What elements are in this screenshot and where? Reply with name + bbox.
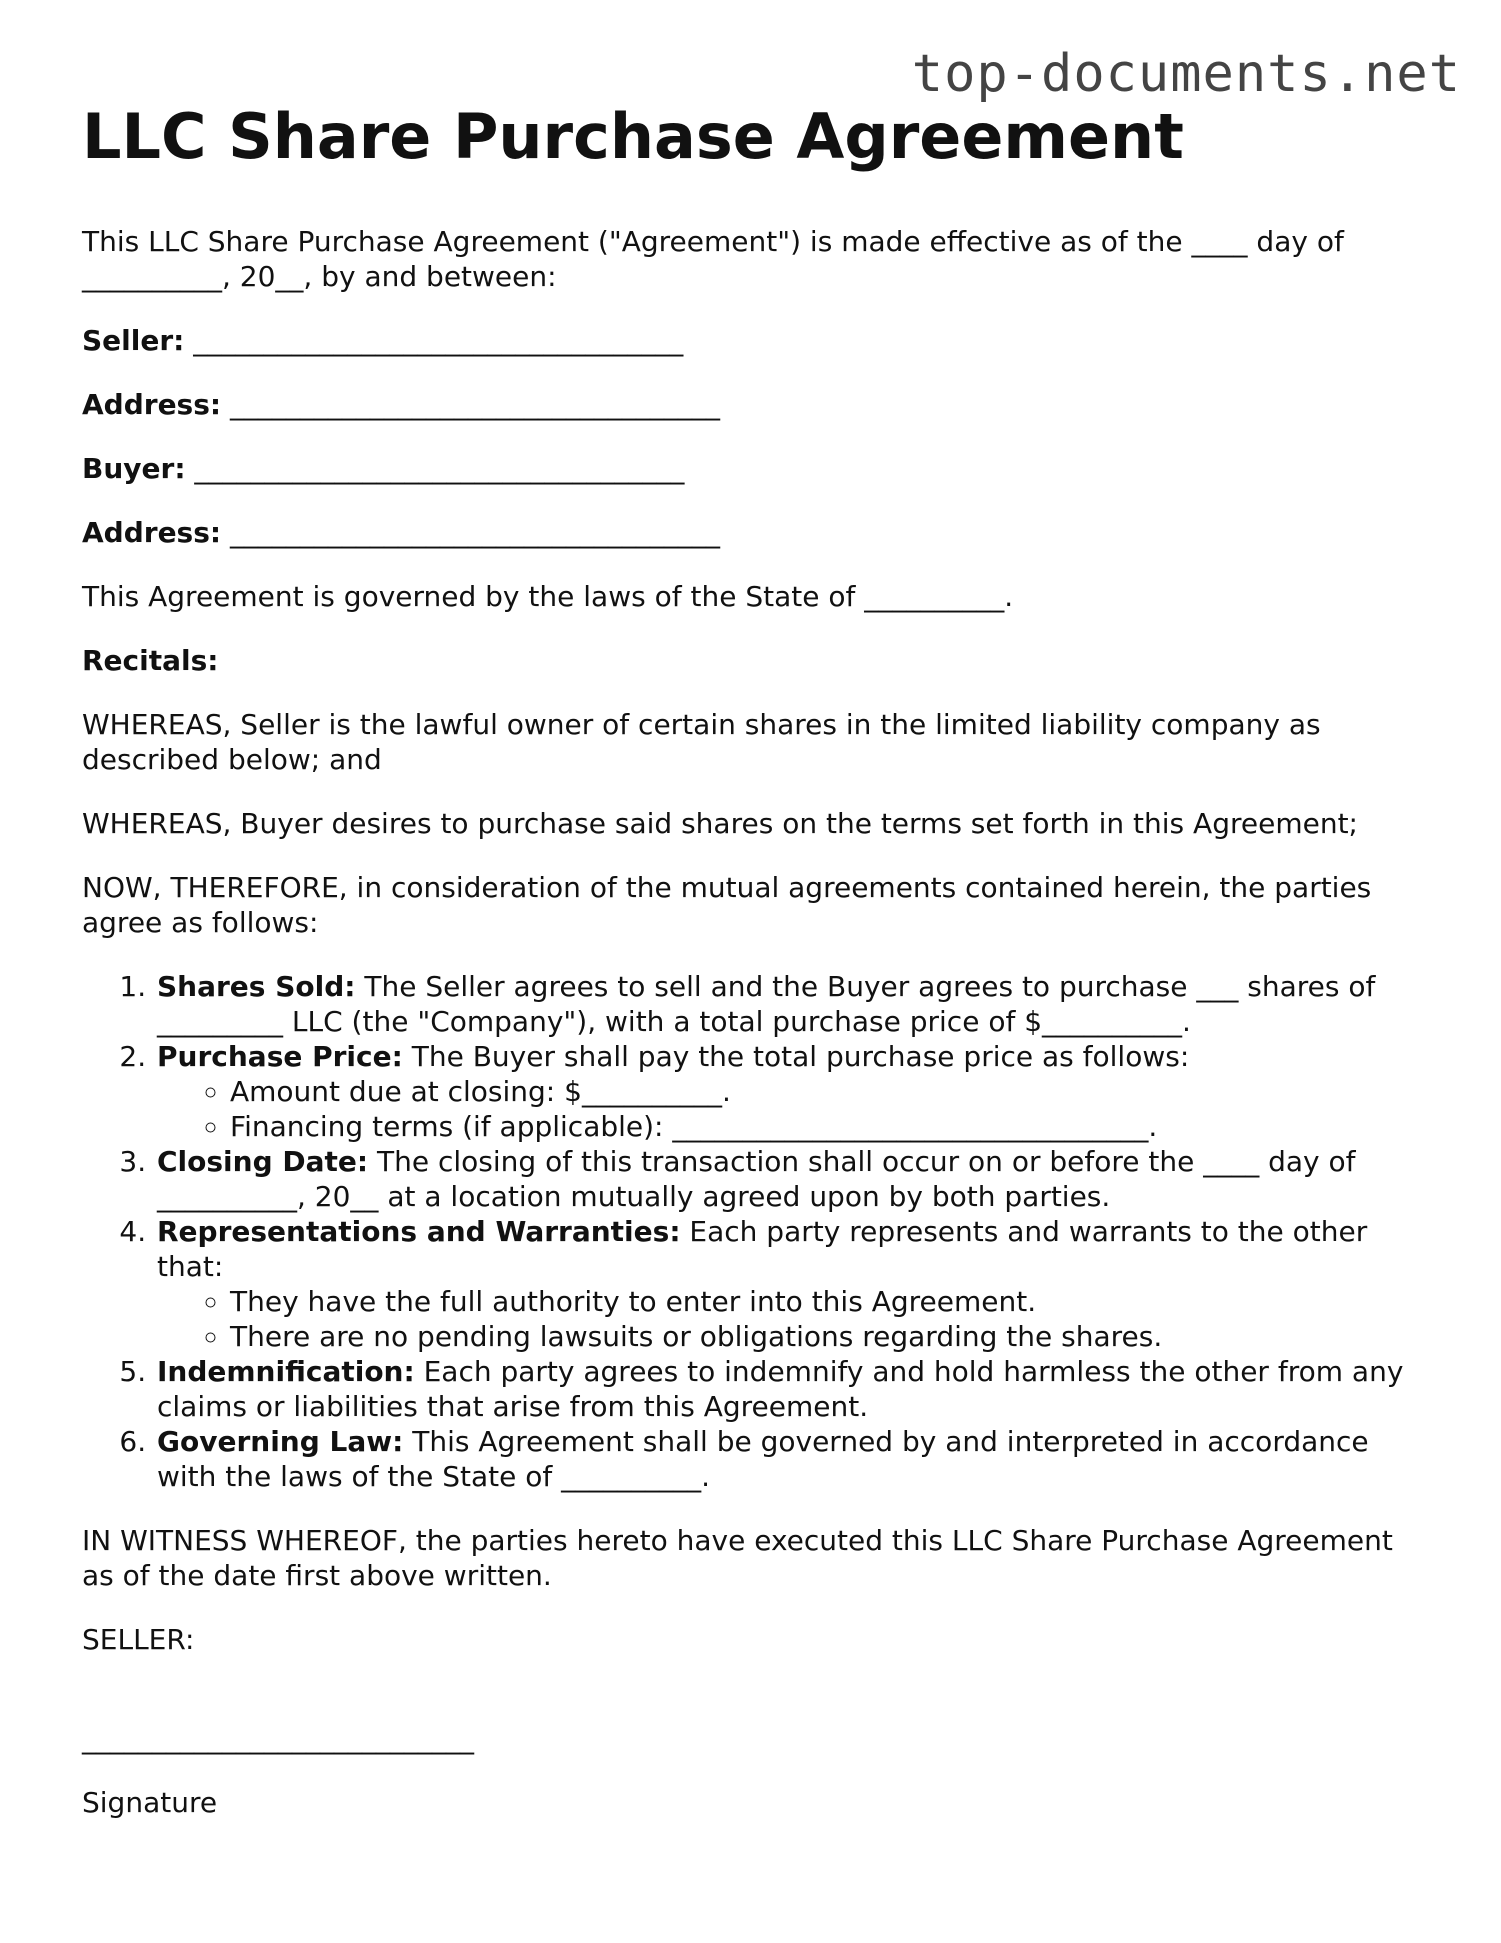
document-page bbox=[82, 100, 1412, 1820]
term-representations bbox=[155, 1214, 1412, 1354]
sub-item-financing-terms: ◦ Financing terms (if applicable): __________________________________. bbox=[230, 1109, 1412, 1144]
document-title: LLC Share Purchase Agreement bbox=[82, 100, 1184, 173]
buyer-label: Buyer: bbox=[82, 452, 186, 486]
watermark: top-documents.net bbox=[911, 44, 1461, 104]
term-body: The closing of this transaction shall occur on or before the ____ day of __________, 20__ at a location mutually agreed upon by both parties. bbox=[157, 1145, 1356, 1214]
term-body: Each party agrees to indemnify and hold harmless the other from any claims or liabilities that arise from this Agreement. bbox=[157, 1355, 1404, 1424]
term-body: The Buyer shall pay the total purchase price as follows: bbox=[402, 1040, 1190, 1074]
intro-paragraph: This LLC Share Purchase Agreement ("Agreement") is made effective as of the ____ day of __________, 20__, by and between: bbox=[82, 225, 1344, 294]
seller-address-blank: ___________________________________ bbox=[221, 388, 720, 422]
signature-label: Signature bbox=[82, 1786, 218, 1820]
term-title: Purchase Price: bbox=[157, 1040, 403, 1074]
seller-address-field bbox=[82, 387, 1412, 422]
sub-item-no-lawsuits: ◦ There are no pending lawsuits or obligations regarding the shares. bbox=[230, 1319, 1412, 1354]
buyer-field bbox=[82, 451, 1412, 486]
recital-1: WHEREAS, Seller is the lawful owner of certain shares in the limited liability company as described below; and bbox=[82, 708, 1321, 777]
seller-label: Seller: bbox=[82, 324, 185, 358]
buyer-blank: ___________________________________ bbox=[185, 452, 685, 486]
term-indemnification bbox=[155, 1354, 1412, 1424]
term-shares-sold bbox=[155, 969, 1412, 1039]
term-body: Each party represents and warrants to the other that: bbox=[157, 1215, 1368, 1284]
term-purchase-price bbox=[155, 1039, 1412, 1144]
signature-line bbox=[82, 1686, 1412, 1721]
term-title: Governing Law: bbox=[157, 1425, 404, 1459]
buyer-address-blank: ___________________________________ bbox=[221, 516, 720, 550]
terms-list bbox=[82, 969, 1412, 1494]
purchase-price-sublist bbox=[157, 1074, 1412, 1144]
sub-item-authority: ◦ They have the full authority to enter into this Agreement. bbox=[230, 1284, 1412, 1319]
term-body: This Agreement shall be governed by and interpreted in accordance with the laws of the State of __________. bbox=[157, 1425, 1369, 1494]
representations-sublist bbox=[157, 1284, 1412, 1354]
term-title: Shares Sold: bbox=[157, 970, 356, 1004]
now-therefore-paragraph: NOW, THEREFORE, in consideration of the mutual agreements contained herein, the parties agree as follows: bbox=[82, 871, 1372, 940]
buyer-address-label: Address: bbox=[82, 516, 222, 550]
recital-2: WHEREAS, Buyer desires to purchase said shares on the terms set forth in this Agreement; bbox=[82, 807, 1358, 841]
term-closing-date bbox=[155, 1144, 1412, 1214]
signature-line-text: ____________________________ bbox=[82, 1722, 474, 1756]
witness-paragraph: IN WITNESS WHEREOF, the parties hereto have executed this LLC Share Purchase Agreement as of the date first above written. bbox=[82, 1524, 1393, 1593]
term-title: Closing Date: bbox=[157, 1145, 369, 1179]
seller-field bbox=[82, 323, 1412, 358]
seller-address-label: Address: bbox=[82, 388, 222, 422]
seller-block-label: SELLER: bbox=[82, 1623, 195, 1657]
term-title: Indemnification: bbox=[157, 1355, 415, 1389]
term-body: The Seller agrees to sell and the Buyer agrees to purchase ___ shares of _________ LLC (the "Company"), with a total purchase price of $__________. bbox=[157, 970, 1376, 1039]
sub-item-amount-due: ◦ Amount due at closing: $__________. bbox=[230, 1074, 1412, 1109]
term-governing-law bbox=[155, 1424, 1412, 1494]
term-title: Representations and Warranties: bbox=[157, 1215, 681, 1249]
buyer-address-field bbox=[82, 515, 1412, 550]
governing-intro: This Agreement is governed by the laws of the State of __________. bbox=[82, 580, 1014, 614]
recitals-heading: Recitals: bbox=[82, 644, 219, 678]
seller-blank: ___________________________________ bbox=[184, 324, 684, 358]
